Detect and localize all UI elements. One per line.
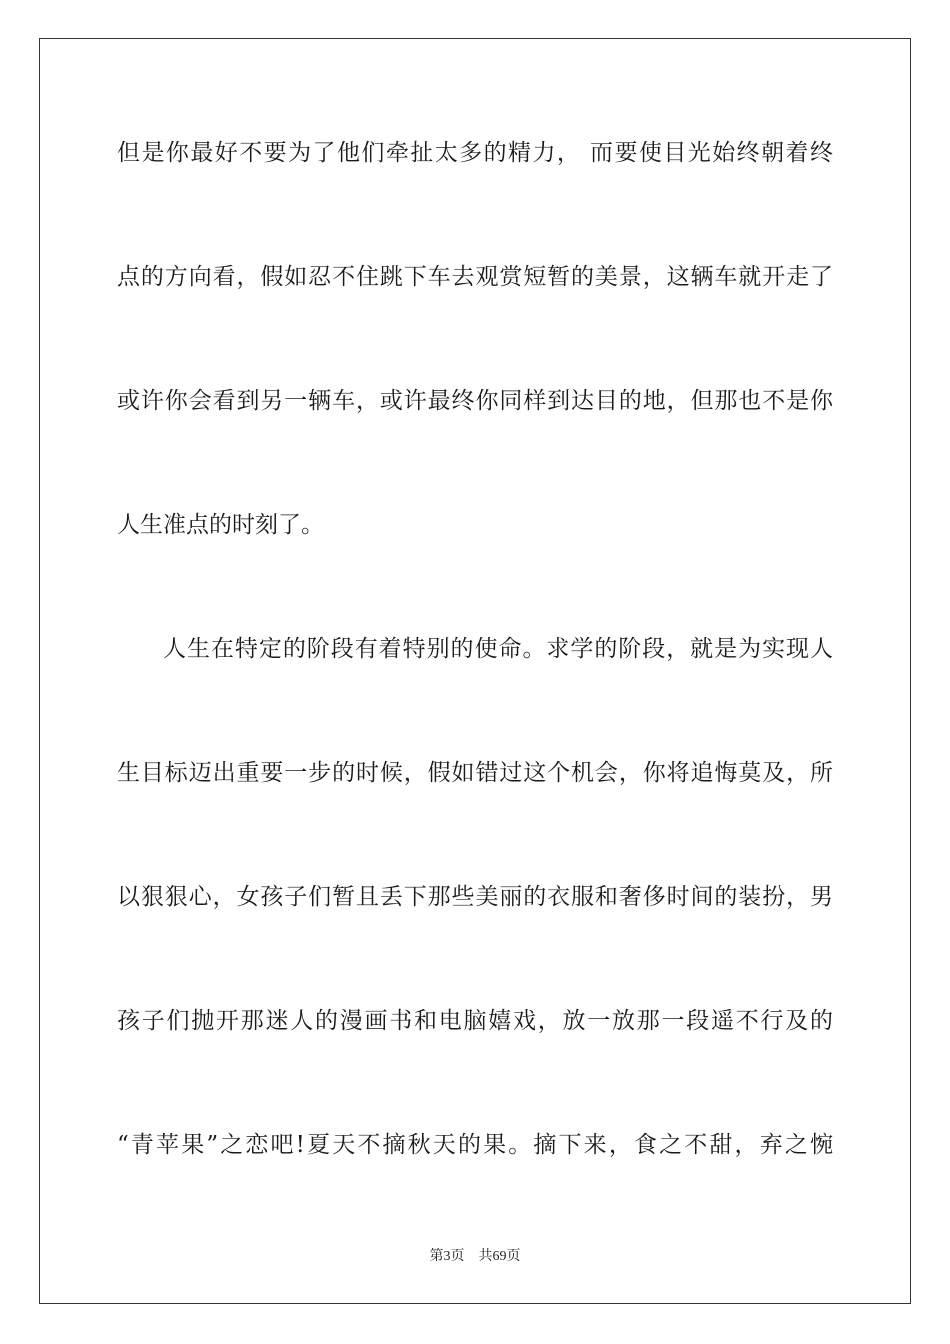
body-text-line: 或许你会看到另一辆车，或许最终你同样到达目的地，但那也不是你: [117, 388, 833, 414]
page-number: 第3页: [429, 1249, 465, 1264]
page-footer: [0, 1248, 950, 1266]
body-text-line: 以狠狠心，女孩子们暂且丢下那些美丽的衣服和奢侈时间的装扮，男: [117, 884, 833, 910]
body-text-line: 生目标迈出重要一步的时候，假如错过这个机会，你将追悔莫及，所: [117, 760, 833, 786]
body-text-line: 但是你最好不要为了他们牵扯太多的精力， 而要使目光始终朝着终: [117, 140, 833, 166]
page-border: [39, 38, 911, 1304]
page-total: 共69页: [478, 1249, 521, 1264]
body-text-line: 点的方向看，假如忍不住跳下车去观赏短暂的美景，这辆车就开走了: [117, 264, 833, 290]
body-text-line: “青苹果”之恋吧!夏天不摘秋天的果。摘下来，食之不甜，弃之惋: [117, 1132, 833, 1158]
paragraph-start-line: 人生在特定的阶段有着特别的使命。求学的阶段，就是为实现人: [163, 636, 833, 662]
body-text-line: 孩子们抛开那迷人的漫画书和电脑嬉戏，放一放那一段遥不行及的: [117, 1008, 833, 1034]
body-text-line: 人生准点的时刻了。: [117, 512, 324, 538]
